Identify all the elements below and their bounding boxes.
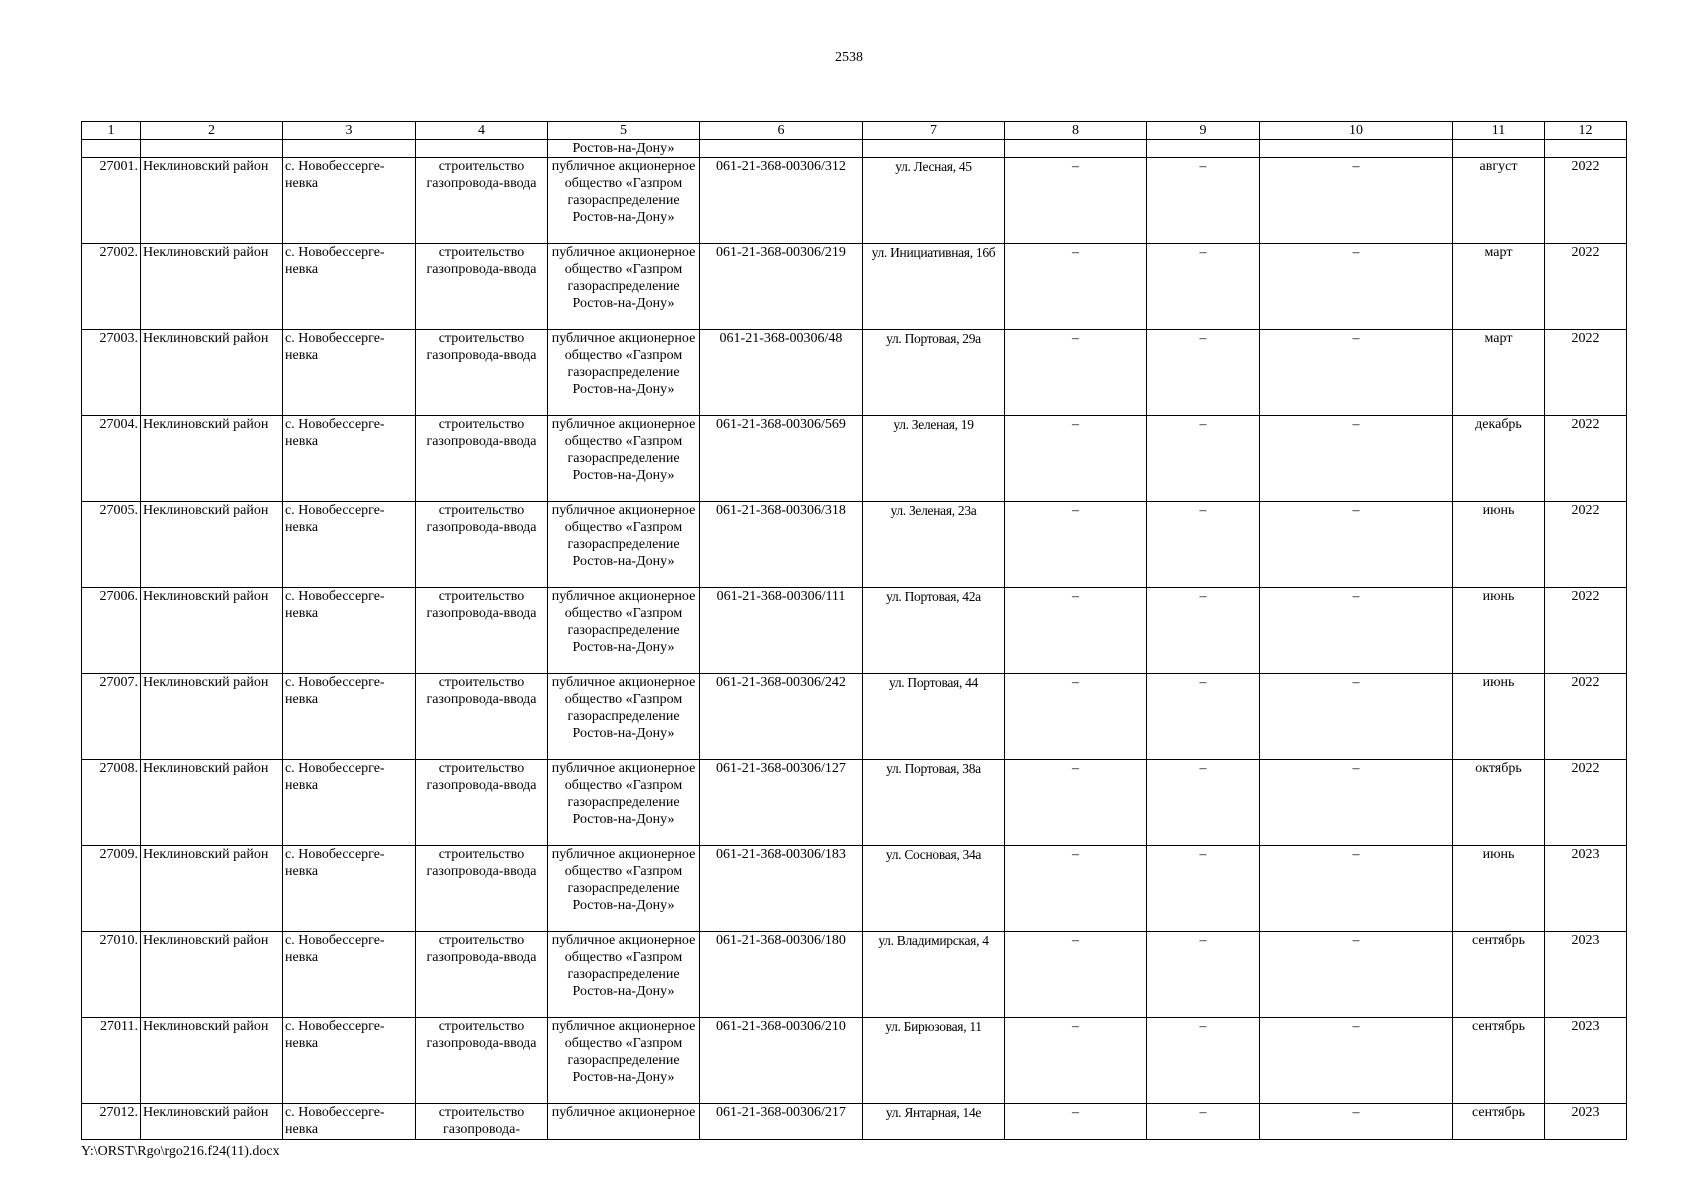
code-cell: 061-21-368-00306/111: [700, 588, 863, 674]
dash-cell: –: [1005, 502, 1147, 588]
year-cell: 2023: [1545, 932, 1627, 1018]
address-cell: ул. Зеленая, 23а: [863, 502, 1005, 588]
dash-cell: –: [1260, 1018, 1453, 1104]
table-row: [82, 674, 1627, 760]
dash-cell: –: [1147, 416, 1260, 502]
district-cell: Неклиновский район: [141, 760, 283, 846]
year-cell: 2022: [1545, 760, 1627, 846]
address-cell: ул. Инициативная, 16б: [863, 244, 1005, 330]
work-type-cell: строительство газопровода-ввода: [416, 416, 548, 502]
footer-file-path: Y:\ORST\Rgo\rgo216.f24(11).docx: [81, 1144, 280, 1159]
code-cell: 061-21-368-00306/127: [700, 760, 863, 846]
month-cell: март: [1453, 244, 1545, 330]
organization-cell: публичное акционерное общество «Газпром газораспределение Ростов-на-Дону»: [548, 502, 700, 588]
work-type-cell: строительство газопровода-ввода: [416, 932, 548, 1018]
organization-cell: публичное акционерное общество «Газпром газораспределение Ростов-на-Дону»: [548, 846, 700, 932]
code-cell: 061-21-368-00306/180: [700, 932, 863, 1018]
month-cell: март: [1453, 330, 1545, 416]
dash-cell: –: [1260, 846, 1453, 932]
row-number: 27003.: [82, 330, 141, 416]
column-header: 7: [863, 122, 1005, 140]
address-cell: ул. Янтарная, 14е: [863, 1104, 1005, 1140]
row-number: 27008.: [82, 760, 141, 846]
year-cell: 2022: [1545, 588, 1627, 674]
dash-cell: –: [1260, 158, 1453, 244]
month-cell: август: [1453, 158, 1545, 244]
row-number: 27007.: [82, 674, 141, 760]
settlement-cell: с. Новобессерге-невка: [283, 416, 416, 502]
organization-cell: публичное акционерное общество «Газпром газораспределение Ростов-на-Дону»: [548, 330, 700, 416]
column-header: 3: [283, 122, 416, 140]
dash-cell: –: [1147, 502, 1260, 588]
dash-cell: –: [1260, 674, 1453, 760]
dash-cell: –: [1005, 760, 1147, 846]
year-cell: 2022: [1545, 674, 1627, 760]
dash-cell: –: [1005, 588, 1147, 674]
address-cell: ул. Портовая, 29а: [863, 330, 1005, 416]
settlement-cell: с. Новобессерге-невка: [283, 158, 416, 244]
year-cell: 2022: [1545, 158, 1627, 244]
column-header: 9: [1147, 122, 1260, 140]
continuation-row: [82, 140, 1627, 158]
settlement-cell: с. Новобессерге-невка: [283, 760, 416, 846]
row-number: 27001.: [82, 158, 141, 244]
dash-cell: –: [1260, 330, 1453, 416]
code-cell: 061-21-368-00306/318: [700, 502, 863, 588]
table-row: [82, 588, 1627, 674]
table-row: [82, 846, 1627, 932]
code-cell: 061-21-368-00306/312: [700, 158, 863, 244]
district-cell: Неклиновский район: [141, 158, 283, 244]
month-cell: июнь: [1453, 502, 1545, 588]
row-number: 27011.: [82, 1018, 141, 1104]
month-cell: июнь: [1453, 846, 1545, 932]
code-cell: 061-21-368-00306/242: [700, 674, 863, 760]
dash-cell: –: [1147, 674, 1260, 760]
continuation-cell: Ростов-на-Дону»: [548, 140, 700, 158]
dash-cell: –: [1005, 158, 1147, 244]
month-cell: сентябрь: [1453, 932, 1545, 1018]
year-cell: 2023: [1545, 1104, 1627, 1140]
dash-cell: –: [1005, 932, 1147, 1018]
address-cell: ул. Портовая, 42а: [863, 588, 1005, 674]
district-cell: Неклиновский район: [141, 846, 283, 932]
table-row: [82, 330, 1627, 416]
dash-cell: –: [1260, 932, 1453, 1018]
dash-cell: –: [1147, 244, 1260, 330]
column-header: 6: [700, 122, 863, 140]
dash-cell: –: [1147, 932, 1260, 1018]
settlement-cell: с. Новобессерге-невка: [283, 244, 416, 330]
work-type-cell: строительство газопровода-ввода: [416, 674, 548, 760]
dash-cell: –: [1147, 846, 1260, 932]
table-row: [82, 932, 1627, 1018]
row-number: 27009.: [82, 846, 141, 932]
organization-cell: публичное акционерное общество «Газпром газораспределение Ростов-на-Дону»: [548, 674, 700, 760]
code-cell: 061-21-368-00306/569: [700, 416, 863, 502]
work-type-cell: строительство газопровода-ввода: [416, 588, 548, 674]
code-cell: 061-21-368-00306/48: [700, 330, 863, 416]
district-cell: Неклиновский район: [141, 1018, 283, 1104]
dash-cell: –: [1147, 158, 1260, 244]
address-cell: ул. Портовая, 44: [863, 674, 1005, 760]
table-row: [82, 1018, 1627, 1104]
page-number: 2538: [835, 50, 863, 65]
district-cell: Неклиновский район: [141, 932, 283, 1018]
settlement-cell: с. Новобессерге-невка: [283, 588, 416, 674]
organization-cell: публичное акционерное общество «Газпром газораспределение Ростов-на-Дону»: [548, 588, 700, 674]
row-number: 27010.: [82, 932, 141, 1018]
register-table: [81, 121, 1627, 1140]
dash-cell: –: [1260, 416, 1453, 502]
year-cell: 2022: [1545, 330, 1627, 416]
table-row: [82, 416, 1627, 502]
month-cell: сентябрь: [1453, 1018, 1545, 1104]
dash-cell: –: [1005, 244, 1147, 330]
organization-cell: публичное акционерное общество «Газпром газораспределение Ростов-на-Дону»: [548, 244, 700, 330]
district-cell: Неклиновский район: [141, 674, 283, 760]
address-cell: ул. Зеленая, 19: [863, 416, 1005, 502]
district-cell: Неклиновский район: [141, 588, 283, 674]
table-row: [82, 244, 1627, 330]
row-number: 27012.: [82, 1104, 141, 1140]
dash-cell: –: [1147, 588, 1260, 674]
settlement-cell: с. Новобессерге-невка: [283, 1104, 416, 1140]
dash-cell: –: [1260, 1104, 1453, 1140]
column-header: 10: [1260, 122, 1453, 140]
row-number: 27002.: [82, 244, 141, 330]
month-cell: июнь: [1453, 588, 1545, 674]
settlement-cell: с. Новобессерге-невка: [283, 1018, 416, 1104]
dash-cell: –: [1260, 588, 1453, 674]
column-header: 4: [416, 122, 548, 140]
month-cell: июнь: [1453, 674, 1545, 760]
dash-cell: –: [1005, 1018, 1147, 1104]
year-cell: 2022: [1545, 416, 1627, 502]
work-type-cell: строительство газопровода-ввода: [416, 330, 548, 416]
organization-cell: публичное акционерное: [548, 1104, 700, 1140]
organization-cell: публичное акционерное общество «Газпром газораспределение Ростов-на-Дону»: [548, 416, 700, 502]
year-cell: 2023: [1545, 1018, 1627, 1104]
dash-cell: –: [1147, 1018, 1260, 1104]
dash-cell: –: [1005, 674, 1147, 760]
dash-cell: –: [1147, 1104, 1260, 1140]
work-type-cell: строительство газопровода-ввода: [416, 158, 548, 244]
column-header: 8: [1005, 122, 1147, 140]
table-row: [82, 1104, 1627, 1140]
dash-cell: –: [1005, 416, 1147, 502]
organization-cell: публичное акционерное общество «Газпром газораспределение Ростов-на-Дону»: [548, 1018, 700, 1104]
address-cell: ул. Портовая, 38а: [863, 760, 1005, 846]
organization-cell: публичное акционерное общество «Газпром газораспределение Ростов-на-Дону»: [548, 760, 700, 846]
dash-cell: –: [1147, 760, 1260, 846]
column-header: 1: [82, 122, 141, 140]
code-cell: 061-21-368-00306/183: [700, 846, 863, 932]
code-cell: 061-21-368-00306/217: [700, 1104, 863, 1140]
settlement-cell: с. Новобессерге-невка: [283, 502, 416, 588]
dash-cell: –: [1005, 846, 1147, 932]
address-cell: ул. Сосновая, 34а: [863, 846, 1005, 932]
settlement-cell: с. Новобессерге-невка: [283, 330, 416, 416]
year-cell: 2022: [1545, 502, 1627, 588]
work-type-cell: строительство газопровода-ввода: [416, 1018, 548, 1104]
dash-cell: –: [1260, 244, 1453, 330]
work-type-cell: строительство газопровода-ввода: [416, 760, 548, 846]
district-cell: Неклиновский район: [141, 330, 283, 416]
header-row: [82, 122, 1627, 140]
month-cell: октябрь: [1453, 760, 1545, 846]
month-cell: сентябрь: [1453, 1104, 1545, 1140]
code-cell: 061-21-368-00306/210: [700, 1018, 863, 1104]
column-header: 5: [548, 122, 700, 140]
year-cell: 2023: [1545, 846, 1627, 932]
address-cell: ул. Лесная, 45: [863, 158, 1005, 244]
table-row: [82, 158, 1627, 244]
dash-cell: –: [1005, 330, 1147, 416]
month-cell: декабрь: [1453, 416, 1545, 502]
district-cell: Неклиновский район: [141, 416, 283, 502]
settlement-cell: с. Новобессерге-невка: [283, 932, 416, 1018]
dash-cell: –: [1260, 502, 1453, 588]
code-cell: 061-21-368-00306/219: [700, 244, 863, 330]
district-cell: Неклиновский район: [141, 244, 283, 330]
dash-cell: –: [1005, 1104, 1147, 1140]
work-type-cell: строительство газопровода-ввода: [416, 846, 548, 932]
column-header: 12: [1545, 122, 1627, 140]
address-cell: ул. Владимирская, 4: [863, 932, 1005, 1018]
district-cell: Неклиновский район: [141, 502, 283, 588]
column-header: 2: [141, 122, 283, 140]
year-cell: 2022: [1545, 244, 1627, 330]
organization-cell: публичное акционерное общество «Газпром газораспределение Ростов-на-Дону»: [548, 158, 700, 244]
dash-cell: –: [1147, 330, 1260, 416]
organization-cell: публичное акционерное общество «Газпром газораспределение Ростов-на-Дону»: [548, 932, 700, 1018]
settlement-cell: с. Новобессерге-невка: [283, 674, 416, 760]
row-number: 27005.: [82, 502, 141, 588]
work-type-cell: строительство газопровода-: [416, 1104, 548, 1140]
row-number: 27004.: [82, 416, 141, 502]
table-row: [82, 502, 1627, 588]
column-header: 11: [1453, 122, 1545, 140]
settlement-cell: с. Новобессерге-невка: [283, 846, 416, 932]
row-number: 27006.: [82, 588, 141, 674]
address-cell: ул. Бирюзовая, 11: [863, 1018, 1005, 1104]
table-row: [82, 760, 1627, 846]
dash-cell: –: [1260, 760, 1453, 846]
work-type-cell: строительство газопровода-ввода: [416, 502, 548, 588]
work-type-cell: строительство газопровода-ввода: [416, 244, 548, 330]
district-cell: Неклиновский район: [141, 1104, 283, 1140]
